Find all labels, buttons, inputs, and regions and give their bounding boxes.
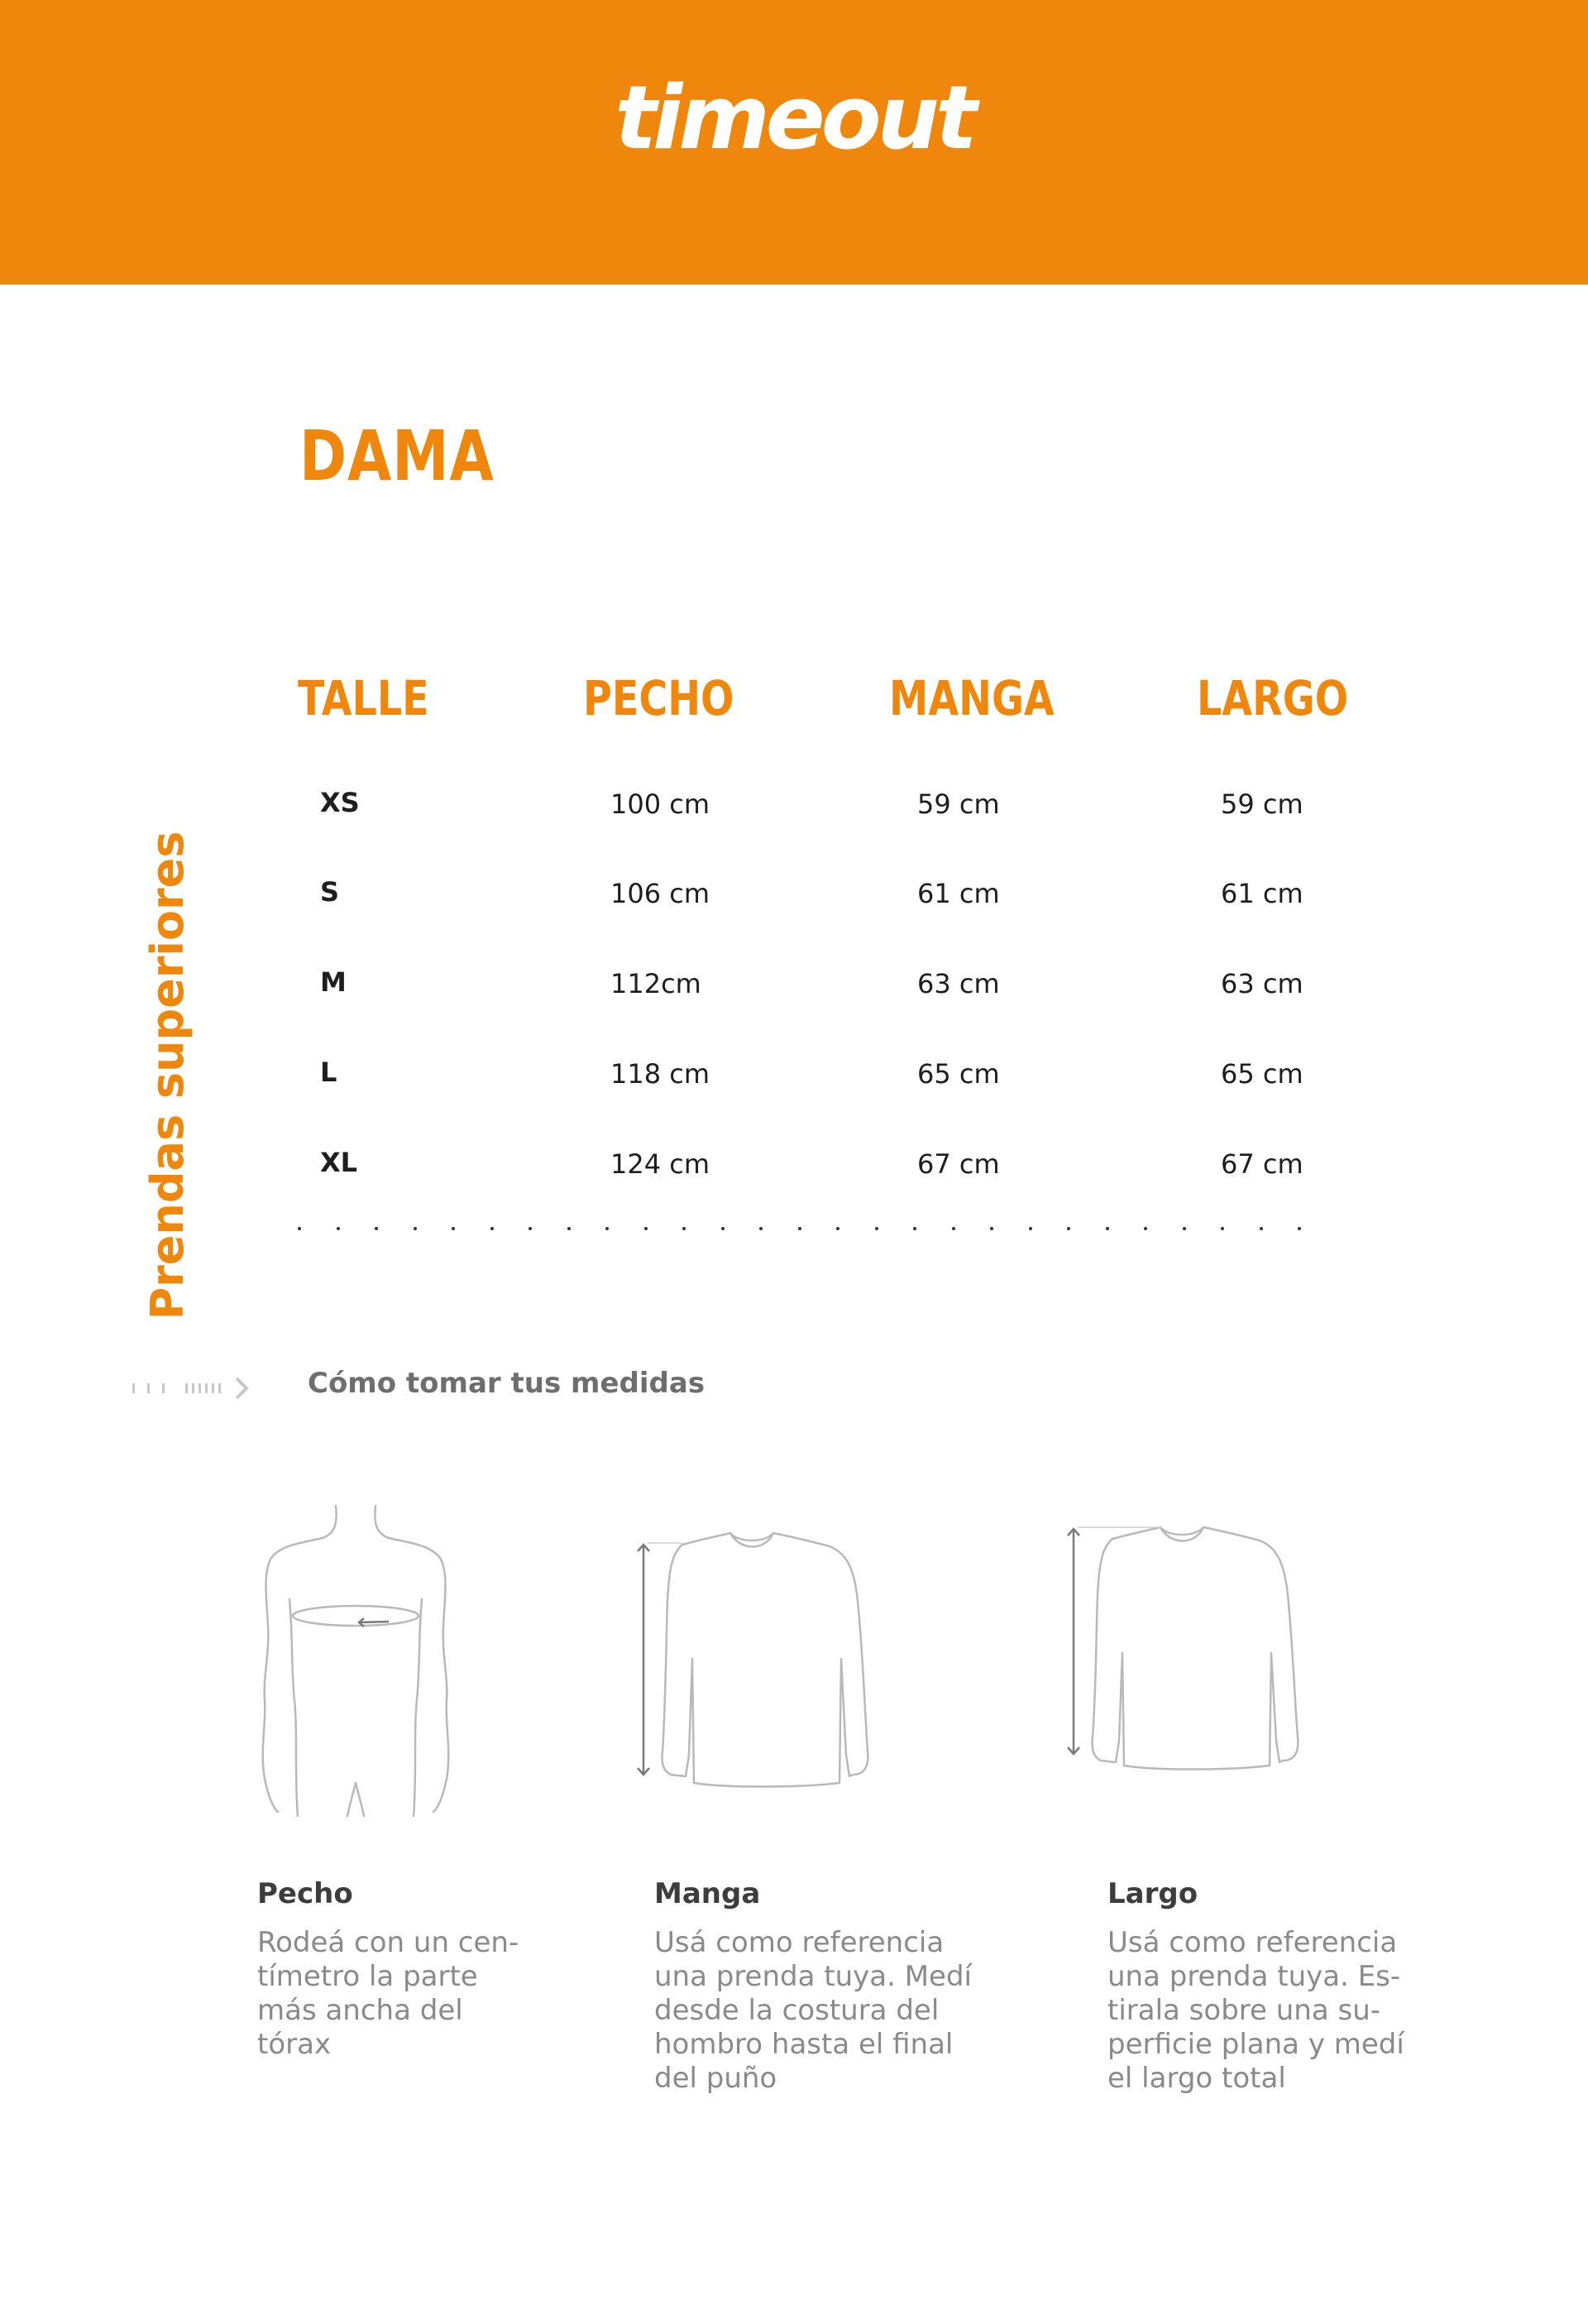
size-cell: M xyxy=(320,966,347,998)
divider-dot xyxy=(913,1227,916,1230)
divider-dot xyxy=(1260,1227,1263,1230)
header-bar xyxy=(0,0,1588,285)
divider-dot xyxy=(682,1227,686,1230)
divider-dot xyxy=(452,1227,455,1230)
manga-cell: 59 cm xyxy=(917,788,1000,820)
measure-title-manga: Manga xyxy=(654,1877,761,1910)
manga-cell: 67 cm xyxy=(917,1148,1000,1180)
arrow-right-icon xyxy=(131,1375,255,1400)
largo-cell: 63 cm xyxy=(1221,968,1303,999)
torso-chest-measure-icon xyxy=(256,1502,455,1824)
brand-logo: timeout xyxy=(615,67,973,169)
divider-dot xyxy=(798,1227,801,1230)
divider-dot xyxy=(1067,1227,1070,1230)
manga-cell: 63 cm xyxy=(917,968,1000,999)
divider-dot xyxy=(644,1227,648,1230)
howto-heading: Cómo tomar tus medidas xyxy=(308,1367,706,1400)
size-cell: L xyxy=(320,1057,337,1088)
measure-text-manga: Usá como referencia una prenda tuya. Medí desde la costura del hombro hasta el final del puño xyxy=(654,1926,972,2095)
largo-cell: 65 cm xyxy=(1221,1058,1303,1090)
divider-dot xyxy=(567,1227,571,1230)
divider-dot xyxy=(952,1227,955,1230)
divider-dot xyxy=(605,1227,609,1230)
pecho-cell: 112cm xyxy=(610,968,701,999)
measure-text-largo: Usá como referencia una prenda tuya. Es- tirala sobre una su- perficie plana y medí el largo total xyxy=(1107,1926,1404,2095)
divider-dot xyxy=(1221,1227,1224,1230)
divider-dot xyxy=(1144,1227,1147,1230)
dotted-divider xyxy=(298,1227,1311,1235)
column-header-talle: TALLE xyxy=(298,670,429,726)
divider-dot xyxy=(721,1227,725,1230)
measure-text-pecho: Rodeá con un cen- tímetro la parte más ancha del tórax xyxy=(257,1926,519,2061)
divider-dot xyxy=(990,1227,993,1230)
divider-dot xyxy=(1106,1227,1109,1230)
size-cell: XL xyxy=(320,1147,358,1178)
section-title: DAMA xyxy=(299,415,495,496)
size-cell: S xyxy=(320,876,340,908)
largo-cell: 59 cm xyxy=(1221,788,1303,820)
divider-dot xyxy=(1029,1227,1032,1230)
measure-title-largo: Largo xyxy=(1107,1877,1198,1910)
divider-dot xyxy=(337,1227,340,1230)
largo-cell: 61 cm xyxy=(1221,878,1303,909)
manga-cell: 61 cm xyxy=(917,878,1000,909)
pecho-cell: 118 cm xyxy=(610,1058,710,1090)
shirt-length-measure-icon xyxy=(1055,1521,1319,1785)
pecho-cell: 106 cm xyxy=(610,878,710,909)
measure-title-pecho: Pecho xyxy=(257,1877,353,1910)
divider-dot xyxy=(1298,1227,1301,1230)
divider-dot xyxy=(414,1227,417,1230)
pecho-cell: 124 cm xyxy=(610,1148,710,1180)
category-vertical-label: Prendas superiores xyxy=(141,831,194,1320)
column-header-manga: MANGA xyxy=(889,670,1055,726)
largo-cell: 67 cm xyxy=(1221,1148,1303,1180)
divider-dot xyxy=(529,1227,532,1230)
divider-dot xyxy=(298,1227,301,1230)
divider-dot xyxy=(375,1227,378,1230)
manga-cell: 65 cm xyxy=(917,1058,1000,1090)
column-header-largo: LARGO xyxy=(1197,670,1349,726)
size-cell: XS xyxy=(320,787,360,818)
divider-dot xyxy=(875,1227,878,1230)
shirt-sleeve-measure-icon xyxy=(624,1526,889,1799)
pecho-cell: 100 cm xyxy=(610,788,710,820)
divider-dot xyxy=(490,1227,494,1230)
column-header-pecho: PECHO xyxy=(583,670,734,726)
divider-dot xyxy=(759,1227,763,1230)
divider-dot xyxy=(1183,1227,1186,1230)
divider-dot xyxy=(836,1227,839,1230)
